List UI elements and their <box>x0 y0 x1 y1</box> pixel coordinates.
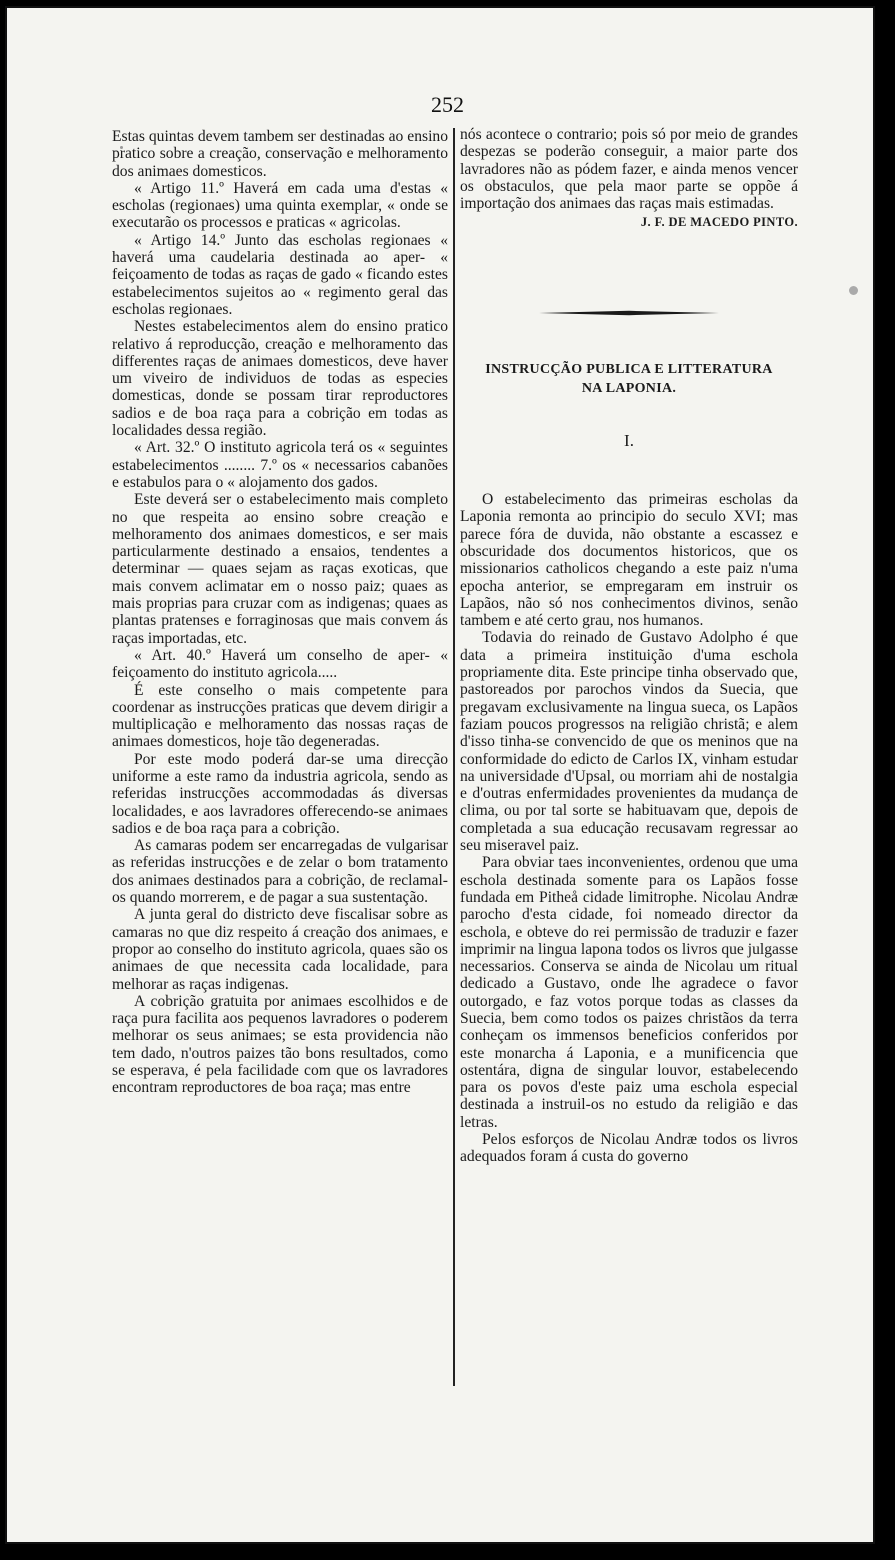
ink-speck <box>849 286 858 295</box>
section-title <box>460 360 798 398</box>
paragraph: Pelos esforços de Nicolau Andræ todos os livros adequados foram á custa do governo <box>460 1131 798 1166</box>
paragraph: A junta geral do districto deve fiscalisar sobre as camaras no que diz respeito á creação dos animaes, e propor ao conselho do instituto agricola, quaes são os animaes de que necessita cada localidade, para melhorar as raças indigenas. <box>112 906 448 993</box>
quoted-article: « Artigo 14.º Junto das escholas regionaes « haverá uma caudelaria destinada ao aper- « feiçoamento de todas as raças de gado « ficando estes estabelecimentos sujeitos ao « regimento geral das escholas regionaes. <box>112 231 448 318</box>
quoted-article: « Artigo 11.º Haverá em cada uma d'estas « escholas (regionaes) uma quinta exemplar, « onde se executarão os processos e praticas « agricolas. <box>112 179 448 232</box>
paragraph: É este conselho o mais competente para coordenar as instrucções praticas que devem dirigir a multiplicação e melhoramento das nossas raças de animaes domesticos, hoje tão degeneradas. <box>112 681 448 751</box>
paragraph: As camaras podem ser encarregadas de vulgarisar as referidas instrucções e de zelar o bom tratamento dos animaes destinados para a cobrição, de reclamal-os quando morrerem, e de pagar a sua sustentação. <box>112 837 448 907</box>
quoted-article: « Art. 40.º Haverá um conselho de aper- « feiçoamento do instituto agricola..... <box>112 646 448 682</box>
section-title-line: NA LAPONIA. <box>581 380 677 396</box>
paragraph: Todavia do reinado de Gustavo Adolpho é que data a primeira instituição d'uma eschola propriamente dita. Este principe tinha observado que, pastoreados por parochos vindos da Suecia, que pregavam exclusivamente na lingua sueca, os Lapãos faziam poucos progressos na religião christã; e alem d'isso tinha-se convencido de que os meninos que na conformidade do edicto de Carlos IX, vinham estudar na universidade d'Upsal, ou morriam ahi de nostalgia e d'outras enfermidades provenientes da mudança de clima, ou por tal sorte se habituavam que, depois de completada a sua educação recusavam regressar ao seu miseravel paiz. <box>460 629 798 855</box>
paragraph: Este deverá ser o estabelecimento mais completo no que respeita ao ensino sobre creação e melhoramento dos animaes domesticos, e ser mais particularmente destinado a ensaios, tendentes a determinar — quaes sejam as raças exoticas, que mais convem aclimatar em o nosso paiz; quaes as mais proprias para cruzar com as indigenas; quaes as plantas pratenses e forraginosas que mais convem ás raças importadas, etc. <box>112 491 448 647</box>
paragraph: Estas quintas devem tambem ser destinadas ao ensino pratico sobre a creação, conservação e melhoramento dos animaes domesticos. <box>112 128 448 180</box>
author-signature: J. F. DE MACEDO PINTO. <box>640 215 798 230</box>
section-number: I. <box>624 430 634 450</box>
paragraph: Para obviar taes inconvenientes, ordenou que uma eschola destinada somente para os Lapãos fosse fundada em Pitheå cidade limitrophe. Nicolau Andræ parocho d'esta cidade, foi nomeado director da eschola, e obteve do rei permissão de traduzir e fazer imprimir na lingua lapona todos os livros que julgasse necessarios. Conserva se ainda de Nicolau um ritual dedicado a Gustavo, onde lhe agradece o favor outorgado, e faz votos porque todas as classes da Suecia, bem como todos os paizes christãos da terra conheçam os immensos beneficios conferidos por este monarcha á Laponia, e a munificencia que ostentára, digna de singular louvor, estabelecendo para os povos d'este paiz uma eschola especial destinada a instruil-os no estudo da religião e das letras. <box>460 854 798 1131</box>
section-title-line: INSTRUCÇÃO PUBLICA E LITTERATURA <box>485 361 773 377</box>
paragraph: A cobrição gratuita por animaes escolhidos e de raça pura facilita aos pequenos lavradores o poderem melhorar os seus animaes; se esta providencia não tem dado, n'outros paizes tão bons resultados, como se esperava, é pela facilidade com que os lavradores encontram reproductores de boa raça; mas entre <box>112 992 448 1097</box>
left-column <box>112 128 448 1097</box>
ornamental-rule <box>539 310 719 316</box>
paragraph: Por este modo poderá dar-se uma direcção uniforme a este ramo da industria agricola, sendo as referidas instrucções accommodadas ás diversas localidades, e aos lavradores offerecendo-se animaes sadios e de boa raça para a cobrição. <box>112 750 448 837</box>
page-number: 252 <box>431 92 464 117</box>
paragraph: nós acontece o contrario; pois só por meio de grandes despezas se poderão conseguir, a maior parte dos lavradores não as pódem fazer, e ainda menos vencer os obstaculos, que pela maor parte se oppõe á importação dos animaes das raças mais estimadas. <box>460 126 798 213</box>
paragraph: O estabelecimento das primeiras escholas da Laponia remonta ao principio do seculo XVI; mas parece fóra de duvida, não obstante a escassez e obscuridade dos documentos historicos, que os missionarios catholicos chegando a este paiz n'uma epocha anterior, se empregaram em instruir os Lapãos, não só nos conhecimentos divinos, senão tambem e até certo grau, nos humanos. <box>460 491 798 630</box>
right-column <box>460 126 798 1166</box>
paragraph: Nestes estabelecimentos alem do ensino pratico relativo á reproducção, creação e melhoramento das differentes raças de animaes domesticos, deve haver um viveiro de individuos de todas as especies domesticas, donde se possam tirar reproductores sadios e de boa raça para a cobrição em todas as localidades dessa região. <box>112 318 448 440</box>
quoted-article: « Art. 32.º O instituto agricola terá os « seguintes estabelecimentos ........ 7.º os « necessarios cabanões e estabulos para o « alojamento dos gados. <box>112 439 448 491</box>
column-divider <box>453 128 455 1386</box>
